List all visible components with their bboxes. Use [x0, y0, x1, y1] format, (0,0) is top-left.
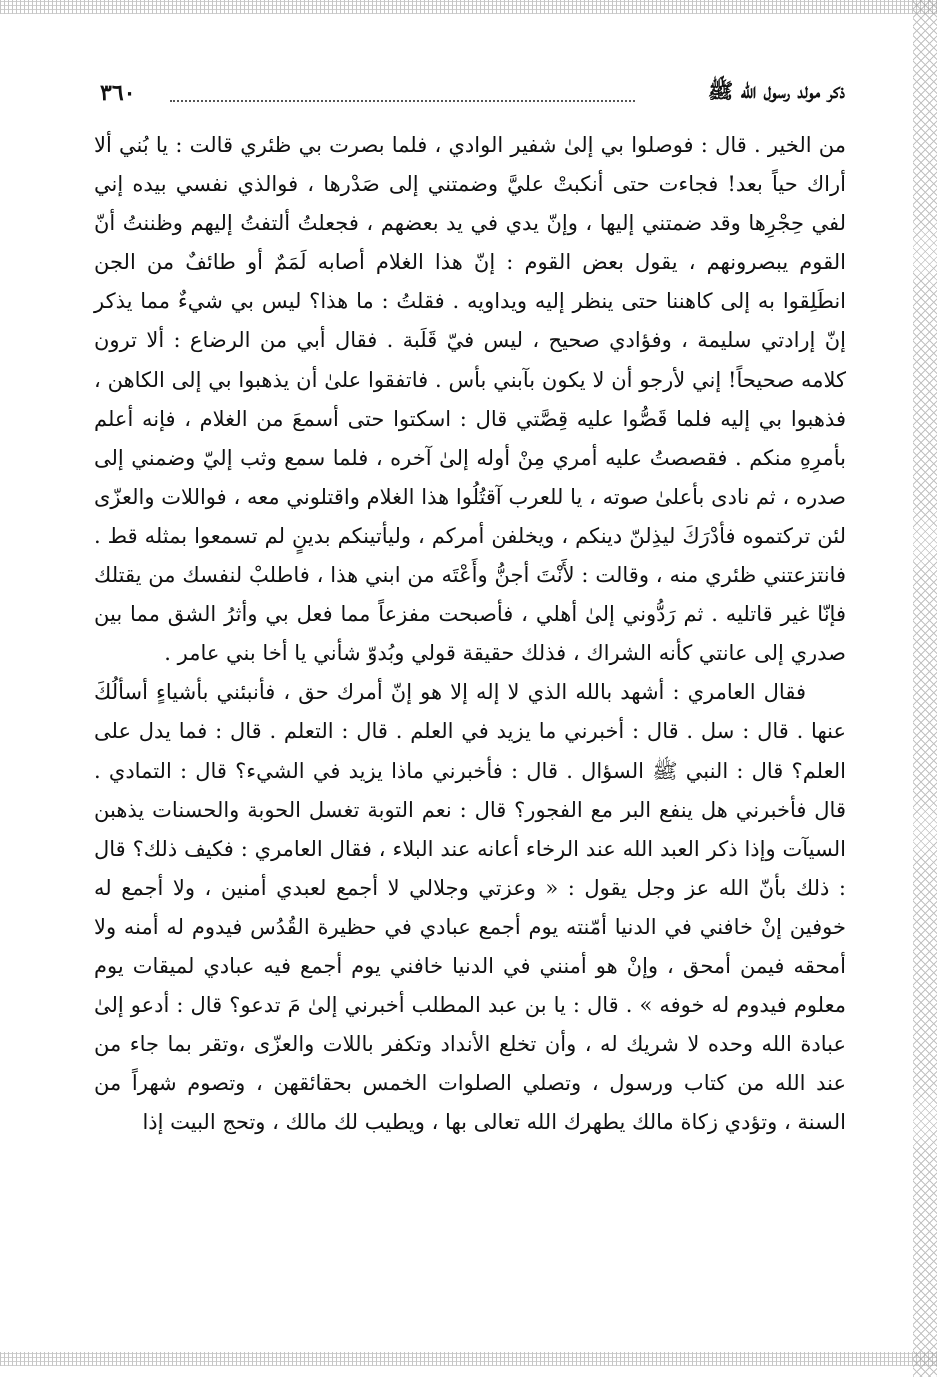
ornamental-border-bottom	[0, 1352, 937, 1366]
header-dotted-rule	[170, 100, 635, 102]
page-header	[100, 78, 845, 114]
paragraph: من الخير . قال : فوصلوا بي إلىٰ شفير الوادي ، فلما بصرت بي ظئري قالت : يا بُني ألا أراك حياً بعد! فجاءت حتى أنكبتْ عليَّ وضمتني إلى صَدْرها ، فوالذي نفسي بيده إني لفي حِجْرِها وقد ضمتني إليها ، وإنّ يدي في يد بعضهم ، فجعلتُ ألتفتُ إليهم وظننتُ أنّ القوم يبصرونهم ، يقول بعض القوم : إنّ هذا الغلام أصابه لَمَمٌ أو طائفٌ من الجن انطَلِقوا به إلى كاهننا حتى ينظر إليه ويداويه . فقلتُ : ما هذا؟ ليس بي شيءٌ مما يذكر إنّ إرادتي سليمة ، وفؤادي صحيح ، ليس فيّ قَلَبة . فقال أبي من الرضاع : ألا ترون كلامه صحيحاً! إني لأرجو أن لا يكون بآبني بأس . فاتفقوا علىٰ أن يذهبوا بي إلى الكاهن ، فذهبوا بي إليه فلما قَصُّوا عليه قِصَّتي قال : اسكتوا حتى أسمعَ من الغلام ، فإنه أعلم بأمرِهِ منكم . فقصصتُ عليه أمري مِنْ أوله إلىٰ آخره ، فلما سمع وثب إليّ وضمني إلى صدره ، ثم نادى بأعلىٰ صوته ، يا للعرب آقتُلُوا هذا الغلام واقتلوني معه ، فواللات والعزّى لئن تركتموه فأدْرَكَ ليذِلنّ دينكم ، ويخلفن أمركم ، وليأتينكم بدينٍ لم تسمعوا بمثله قط . فانتزعتني ظئري منه ، وقالت : لأَنْتَ أجنُّ وأَعْتَه من ابني هذا ، فاطلبْ لنفسك من يقتلك فإنّا غير قاتليه . ثم رَدُّوني إلىٰ أهلي ، فأصبحت مفزعاً مما فعل بي وأثرُ الشق مما بين صدري إلى عانتي كأنه الشراك ، فذلك حقيقة قولي وبُدوّ شأني يا أخا بني عامر .	[94, 133, 846, 666]
paragraph: فقال العامري : أشهد بالله الذي لا إله إلا هو إنّ أمرك حق ، فأنبئني بأشياءٍ أسألُكَ عنها . قال : سل . قال : أخبرني ما يزيد في العلم . قال : التعلم . قال : فما يدل على العلم؟ قال : النبي ﷺ السؤال . قال : فأخبرني ماذا يزيد في الشيء؟ قال : التمادي . قال فأخبرني هل ينفع البر مع الفجور؟ قال : نعم التوبة تغسل الحوبة والحسنات يذهبن السيآت وإذا ذكر العبد الله عند الرخاء أعانه عند البلاء ، فقال العامري : فكيف ذلك؟ قال : ذلك بأنّ الله عز وجل يقول : « وعزتي وجلالي لا أجمع لعبدي أمنين ، ولا أجمع له خوفين إنْ خافني في الدنيا أمّنته يوم أجمع عبادي في حظيرة القُدُس فيدوم له أمنه ولا أمحقه فيمن أمحق ، وإنْ هو أمنني في الدنيا خافني يوم أجمع فيه عبادي لميقات يوم معلوم فيدوم له خوفه » . قال : يا بن عبد المطلب أخبرني إلىٰ مَ تدعو؟ قال : أدعو إلىٰ عبادة الله وحده لا شريك له ، وأن تخلع الأنداد وتكفر باللات والعزّى ،وتقر بما جاء من عند الله من كتاب ورسول ، وتصلي الصلوات الخمس بحقائقهن ، وتصوم شهراً من السنة ، وتؤدي زكاة مالك يطهرك الله تعالى بها ، ويطيب لك مالك ، وتحج البيت إذا	[94, 680, 846, 1135]
page-number: ٣٦٠	[100, 80, 136, 106]
running-title: ذكر مولد رسول الله ﷺ	[707, 78, 845, 103]
ornamental-border-right	[913, 0, 937, 1377]
ornamental-border-top	[0, 0, 937, 14]
page-body	[94, 126, 846, 1142]
